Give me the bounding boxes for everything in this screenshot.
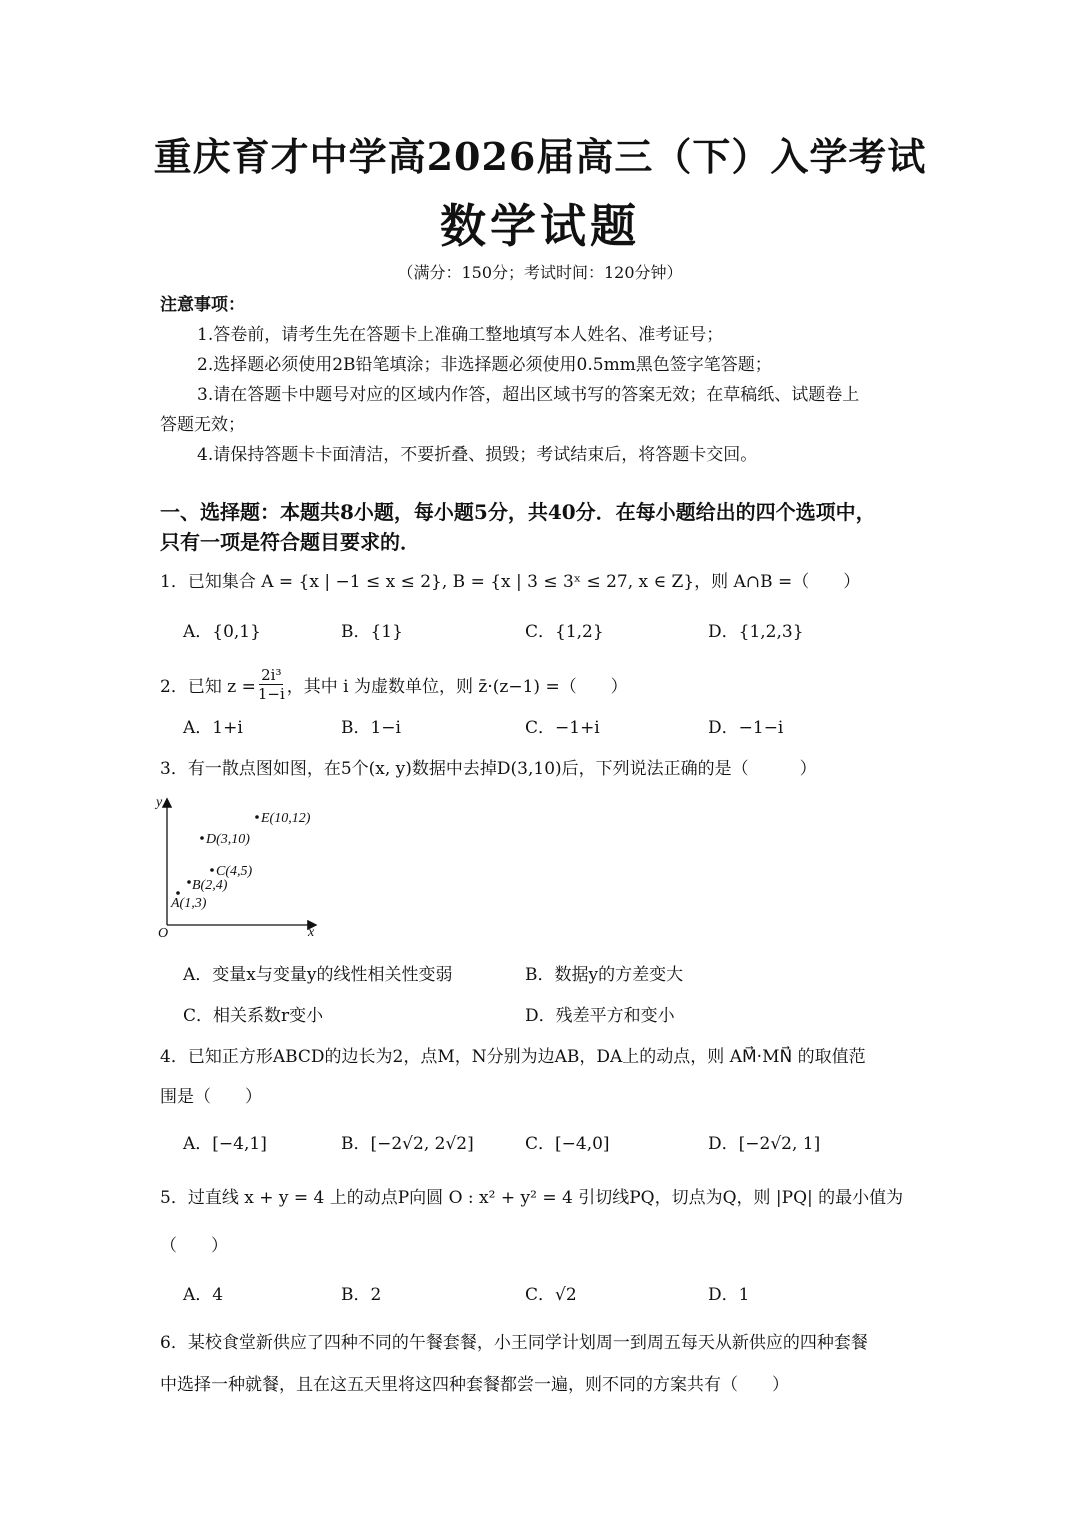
q5-option-d: D．1 (708, 1285, 750, 1305)
question-5-stem-cont: （ ） (160, 1236, 228, 1256)
point-e-label: E(10,12) (261, 811, 311, 826)
notice-item: 4.请保持答题卡卡面清洁，不要折叠、损毁；考试结束后，将答题卡交回。 (197, 445, 758, 465)
q3-option-a: A．变量x与变量y的线性相关性变弱 (183, 965, 453, 985)
q5-option-a: A．4 (183, 1285, 224, 1305)
notice-item: 3.请在答题卡中题号对应的区域内作答，超出区域书写的答案无效；在草稿纸、试题卷上 (197, 385, 860, 405)
origin-label: O (158, 926, 169, 940)
point-a-label: A(1,3) (171, 896, 207, 911)
q2-option-b: B．1−i (341, 718, 401, 738)
x-axis-label: x (308, 925, 315, 940)
question-4-stem: 4．已知正方形ABCD的边长为2，点M，N分别为边AB，DA上的动点，则 AM⃗·MN⃗ 的取值范 (160, 1047, 866, 1067)
q1-option-b: B．{1} (341, 622, 403, 642)
question-6-stem-cont: 中选择一种就餐，且在这五天里将这四种套餐都尝一遍，则不同的方案共有（ ） (160, 1375, 789, 1395)
y-axis-label: y (156, 795, 163, 810)
question-2-stem (160, 666, 628, 703)
point-a (176, 891, 180, 895)
q3-option-c: C．相关系数r变小 (183, 1006, 324, 1026)
q3-option-d: D．残差平方和变小 (525, 1006, 675, 1026)
notice-item: 2.选择题必须使用2B铅笔填涂；非选择题必须使用0.5mm黑色签字笔答题； (197, 355, 772, 375)
q2-option-a: A．1+i (183, 718, 243, 738)
notice-item: 1.答卷前，请考生先在答题卡上准确工整地填写本人姓名、准考证号； (197, 325, 724, 345)
q2-fraction (258, 666, 285, 703)
question-6-stem: 6．某校食堂新供应了四种不同的午餐套餐，小王同学计划周一到周五每天从新供应的四种套餐 (160, 1333, 868, 1353)
q2-numerator: 2i³ (261, 666, 282, 684)
q4-option-d: D．[−2√2, 1] (708, 1134, 821, 1154)
q2-option-c: C．−1+i (525, 718, 600, 738)
question-1-stem: 1．已知集合 A = {x | −1 ≤ x ≤ 2}, B = {x | 3 ≤ 3ˣ ≤ 27, x ∈ Z}，则 A∩B =（ ） (160, 572, 861, 592)
q1-option-c: C．{1,2} (525, 622, 604, 642)
notice-item: 答题无效； (160, 415, 245, 435)
point-d (200, 836, 204, 840)
exam-info: （满分：150分；考试时间：120分钟） (397, 263, 683, 282)
q1-option-d: D．{1,2,3} (708, 622, 804, 642)
q3-option-b: B．数据y的方差变大 (525, 965, 684, 985)
question-4-stem-cont: 围是（ ） (160, 1087, 262, 1107)
q4-option-b: B．[−2√2, 2√2] (341, 1134, 474, 1154)
point-c-label: C(4,5) (216, 864, 253, 879)
q2-option-d: D．−1−i (708, 718, 784, 738)
q1-option-a: A．{0,1} (183, 622, 261, 642)
q4-option-c: C．[−4,0] (525, 1134, 610, 1154)
point-b-label: B(2,4) (192, 878, 228, 893)
section-heading: 只有一项是符合题目要求的． (160, 530, 420, 554)
q5-option-c: C．√2 (525, 1285, 577, 1305)
question-5-stem: 5．过直线 x + y = 4 上的动点P向圆 O : x² + y² = 4 引切线PQ，切点为Q，则 |PQ| 的最小值为 (160, 1188, 904, 1208)
point-c (210, 868, 214, 872)
q2-stem-a: 2．已知 z = (160, 677, 256, 697)
question-3-stem: 3．有一散点图如图，在5个(x, y)数据中去掉D(3,10)后，下列说法正确的是（ ） (160, 759, 817, 779)
point-e (255, 815, 259, 819)
q4-option-a: A．[−4,1] (183, 1134, 267, 1154)
section-heading: 一、选择题：本题共8小题，每小题5分，共40分．在每小题给出的四个选项中， (160, 500, 876, 524)
q2-denominator: 1−i (257, 685, 285, 703)
exam-title: 重庆育才中学高2026届高三（下）入学考试 (153, 134, 927, 179)
point-b (187, 880, 191, 884)
notice-heading: 注意事项： (160, 295, 245, 315)
point-d-label: D(3,10) (206, 832, 250, 847)
q5-option-b: B．2 (341, 1285, 382, 1305)
exam-subtitle: 数学试题 (440, 199, 640, 253)
scatter-figure (150, 790, 350, 940)
q2-stem-b: ，其中 i 为虚数单位，则 z̄·(z−1) =（ ） (286, 677, 628, 697)
